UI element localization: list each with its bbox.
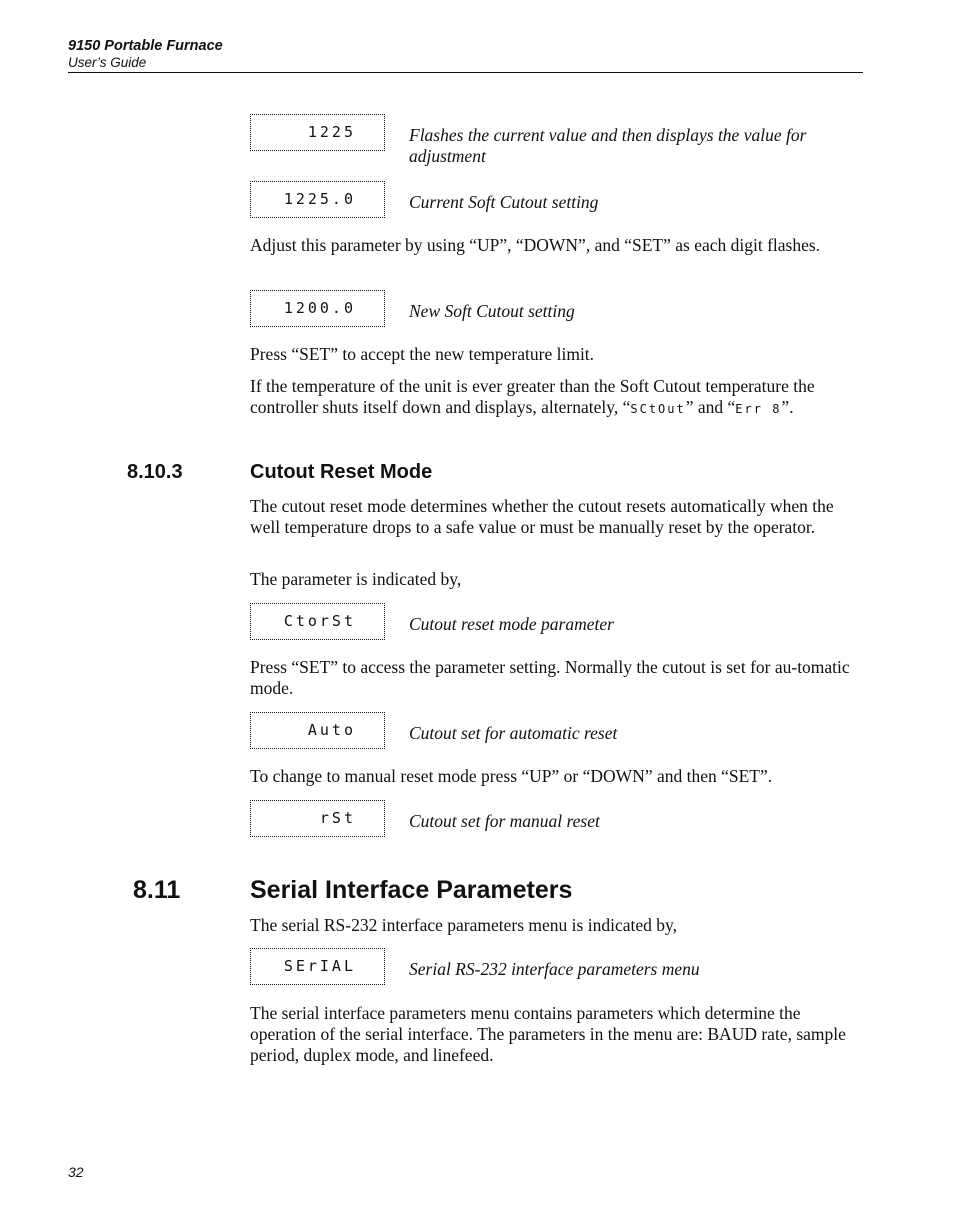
display-caption: New Soft Cutout setting: [409, 301, 575, 321]
lcd-display: SErIAL: [250, 948, 385, 985]
lcd-display: 1200.0: [250, 290, 385, 327]
inline-lcd-code: Err 8: [735, 402, 782, 416]
display-caption: Cutout set for automatic reset: [409, 723, 618, 743]
section-title: Serial Interface Parameters: [250, 876, 573, 904]
section-number: 8.11: [133, 876, 181, 904]
lcd-display: rSt: [250, 800, 385, 837]
display-caption: Cutout reset mode parameter: [409, 614, 614, 634]
paragraph: To change to manual reset mode press “UP” or “DOWN” and then “SET”.: [250, 766, 773, 786]
display-caption: Cutout set for manual reset: [409, 811, 600, 831]
paragraph: Press “SET” to access the parameter setting. Normally the cutout is set for au-tomatic mode.: [250, 657, 850, 698]
paragraph-text: ” and “: [685, 397, 736, 417]
page-number: 32: [68, 1164, 84, 1180]
lcd-display: 1225: [250, 114, 385, 151]
paragraph: [250, 376, 862, 420]
display-caption: Serial RS-232 interface parameters menu: [409, 959, 700, 979]
inline-lcd-code: SCtOut: [630, 402, 686, 416]
document-title: 9150 Portable Furnace: [68, 38, 223, 54]
paragraph-text: If the temperature of the unit is ever greater than the Soft Cutout temperature the controller shuts itself down and displays, alternately, “: [250, 376, 815, 417]
paragraph: Adjust this parameter by using “UP”, “DOWN”, and “SET” as each digit flashes.: [250, 235, 821, 255]
section-title: Cutout Reset Mode: [250, 461, 433, 483]
paragraph: Press “SET” to accept the new temperature limit.: [250, 344, 595, 364]
display-caption: Current Soft Cutout setting: [409, 192, 599, 212]
paragraph-text: ”.: [781, 397, 794, 417]
document-subtitle: User’s Guide: [68, 55, 147, 70]
lcd-display: CtorSt: [250, 603, 385, 640]
display-caption: Flashes the current value and then displays the value for adjustment: [409, 125, 807, 166]
header-rule: [68, 72, 863, 73]
paragraph: The cutout reset mode determines whether the cutout resets automatically when the well temperature drops to a safe value or must be manually reset by the operator.: [250, 496, 834, 537]
lcd-display: Auto: [250, 712, 385, 749]
paragraph: The serial RS-232 interface parameters menu is indicated by,: [250, 915, 677, 935]
paragraph: The serial interface parameters menu contains parameters which determine the operation of the serial interface. The parameters in the menu are: BAUD rate, sample period, duplex mode, and linefeed.: [250, 1003, 846, 1065]
lcd-display: 1225.0: [250, 181, 385, 218]
section-number: 8.10.3: [127, 461, 183, 483]
paragraph: The parameter is indicated by,: [250, 569, 462, 589]
